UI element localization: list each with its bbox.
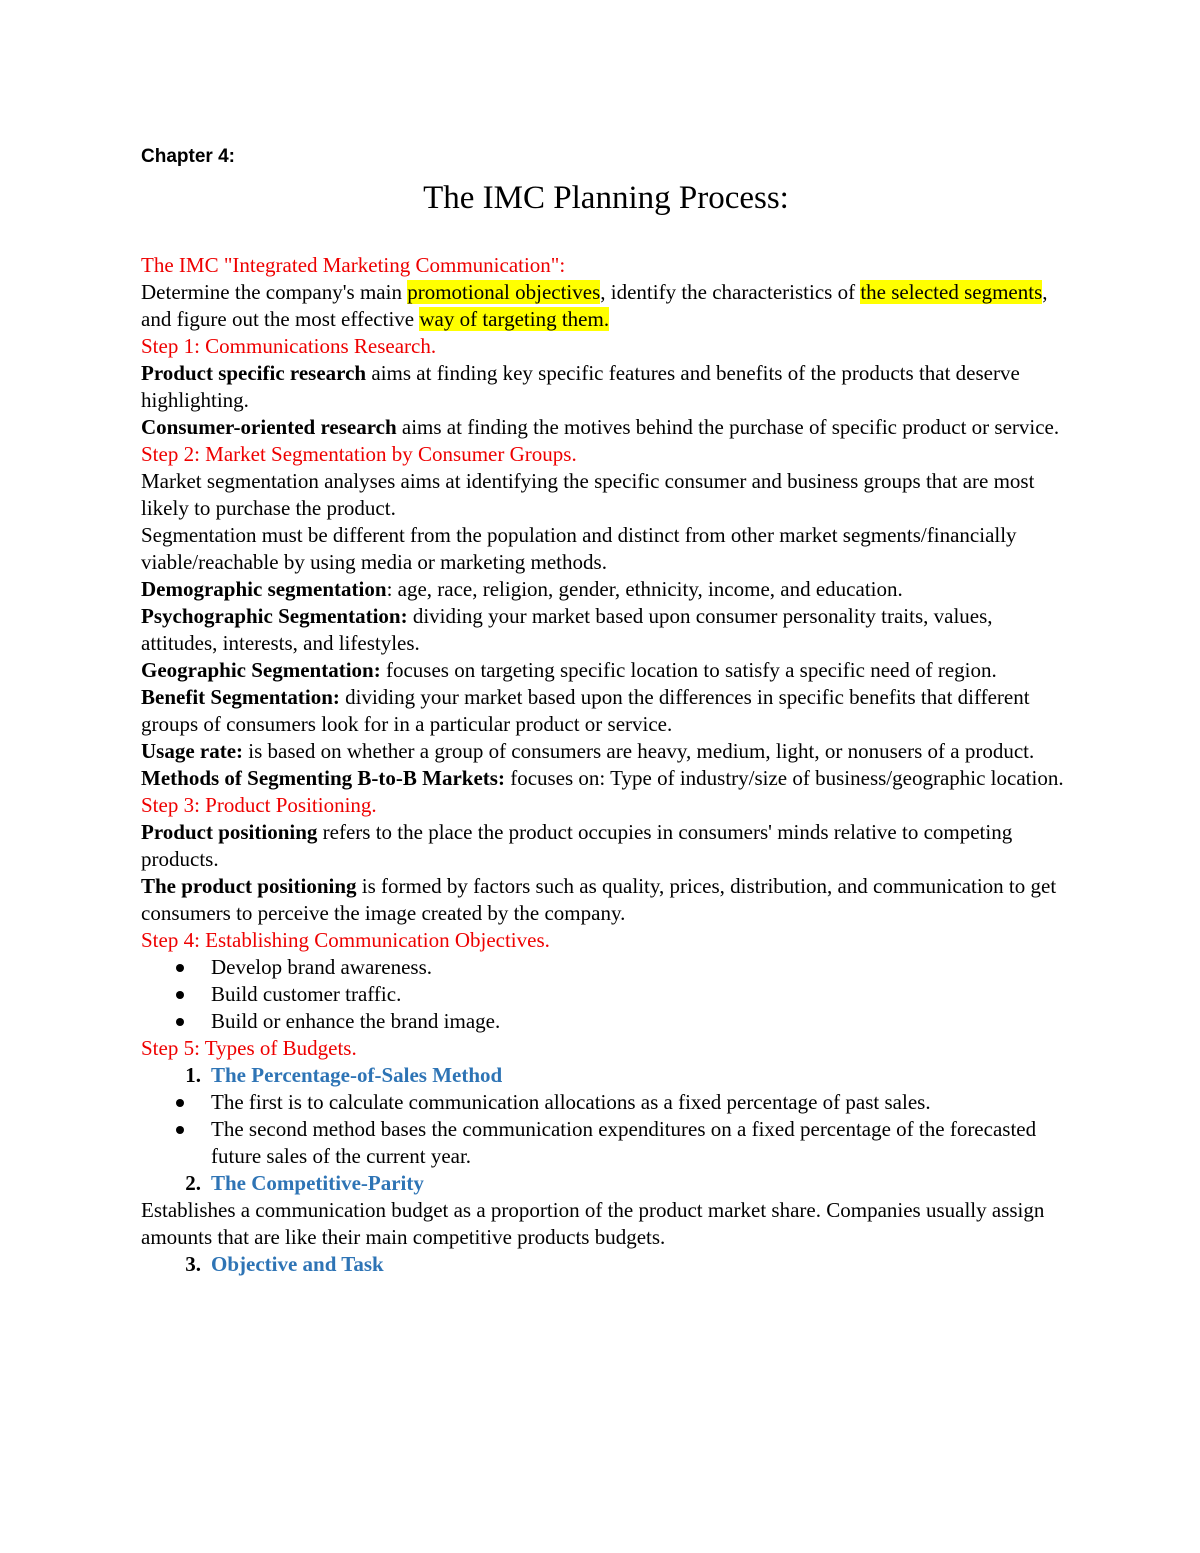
- segmentation-item: [141, 765, 1071, 792]
- definition: is based on whether a group of consumers are heavy, medium, light, or nonusers of a product.: [243, 739, 1035, 763]
- term: Psychographic Segmentation:: [141, 604, 408, 628]
- highlight-promotional-objectives: promotional objectives: [407, 280, 601, 304]
- segmentation-item: [141, 657, 1071, 684]
- method-title: The Percentage-of-Sales Method: [211, 1063, 503, 1087]
- budget-method-2: [141, 1170, 1071, 1197]
- method2-paragraph: Establishes a communication budget as a proportion of the product market share. Companies usually assign amounts that are like their main competitive products budgets.: [141, 1198, 1045, 1249]
- list-item: The second method bases the communication expenditures on a fixed percentage of the forecasted future sales of the current year.: [141, 1116, 1071, 1170]
- list-number: 3.: [185, 1252, 201, 1276]
- step3-paragraph: [141, 873, 1071, 927]
- document-body: [141, 144, 1071, 1278]
- step3-heading: Step 3: Product Positioning.: [141, 793, 377, 817]
- intro-heading: The IMC "Integrated Marketing Communication":: [141, 253, 566, 277]
- segmentation-item: [141, 576, 1071, 603]
- method1-list: [141, 1089, 1071, 1170]
- intro-text-1: Determine the company's main: [141, 280, 408, 304]
- step2-paragraph: Segmentation must be different from the population and distinct from other market segments/financially viable/reachable by using media or marketing methods.: [141, 523, 1017, 574]
- term: Benefit Segmentation:: [141, 685, 340, 709]
- step1-paragraph: [141, 360, 1071, 414]
- step5-heading: Step 5: Types of Budgets.: [141, 1036, 357, 1060]
- step2-paragraph: Market segmentation analyses aims at identifying the specific consumer and business groups that are most likely to purchase the product.: [141, 469, 1035, 520]
- list-number: 2.: [185, 1171, 201, 1195]
- intro-paragraph: [141, 279, 1071, 333]
- segmentation-item: [141, 684, 1071, 738]
- term: Methods of Segmenting B-to-B Markets:: [141, 766, 505, 790]
- definition: dividing your market based upon the differences in specific benefits that different groups of consumers look for in a particular product or service.: [141, 685, 1030, 736]
- highlight-way-of-targeting: way of targeting them.: [419, 307, 610, 331]
- term: Product specific research: [141, 361, 367, 385]
- definition: aims at finding key specific features and benefits of the products that deserve highlighting.: [141, 361, 1020, 412]
- segmentation-item: [141, 738, 1071, 765]
- page-title: The IMC Planning Process:: [423, 180, 789, 216]
- highlight-selected-segments: the selected segments: [860, 280, 1043, 304]
- list-item: Build customer traffic.: [141, 981, 1071, 1008]
- list-item: Build or enhance the brand image.: [141, 1008, 1071, 1035]
- objectives-list: [141, 954, 1071, 1035]
- method-title: The Competitive-Parity: [211, 1171, 424, 1195]
- step1-paragraph: [141, 414, 1071, 441]
- definition: : age, race, religion, gender, ethnicity, income, and education.: [386, 577, 903, 601]
- list-item: The first is to calculate communication allocations as a fixed percentage of past sales.: [141, 1089, 1071, 1116]
- definition: aims at finding the motives behind the purchase of specific product or service.: [396, 415, 1060, 439]
- list-item: Develop brand awareness.: [141, 954, 1071, 981]
- definition: focuses on targeting specific location to satisfy a specific need of region.: [380, 658, 997, 682]
- intro-text-3: , and figure out the most effective: [141, 280, 1048, 331]
- chapter-label: Chapter 4:: [141, 146, 235, 167]
- step2-heading: Step 2: Market Segmentation by Consumer Groups.: [141, 442, 577, 466]
- term: The product positioning: [141, 874, 357, 898]
- term: Usage rate:: [141, 739, 244, 763]
- method-title: Objective and Task: [211, 1252, 384, 1276]
- segmentation-item: [141, 603, 1071, 657]
- term: Product positioning: [141, 820, 318, 844]
- budget-method-3: [141, 1251, 1071, 1278]
- definition: refers to the place the product occupies in consumers' minds relative to competing products.: [141, 820, 1013, 871]
- term: Consumer-oriented research: [141, 415, 397, 439]
- step1-heading: Step 1: Communications Research.: [141, 334, 437, 358]
- budget-method-1: [141, 1062, 1071, 1089]
- step3-paragraph: [141, 819, 1071, 873]
- definition: focuses on: Type of industry/size of business/geographic location.: [504, 766, 1064, 790]
- term: Geographic Segmentation:: [141, 658, 381, 682]
- definition: dividing your market based upon consumer personality traits, values, attitudes, interests, and lifestyles.: [141, 604, 993, 655]
- intro-text-2: , identify the characteristics of: [600, 280, 861, 304]
- definition: is formed by factors such as quality, prices, distribution, and communication to get consumers to perceive the image created by the company.: [141, 874, 1057, 925]
- list-number: 1.: [185, 1063, 201, 1087]
- term: Demographic segmentation: [141, 577, 387, 601]
- step4-heading: Step 4: Establishing Communication Objectives.: [141, 928, 550, 952]
